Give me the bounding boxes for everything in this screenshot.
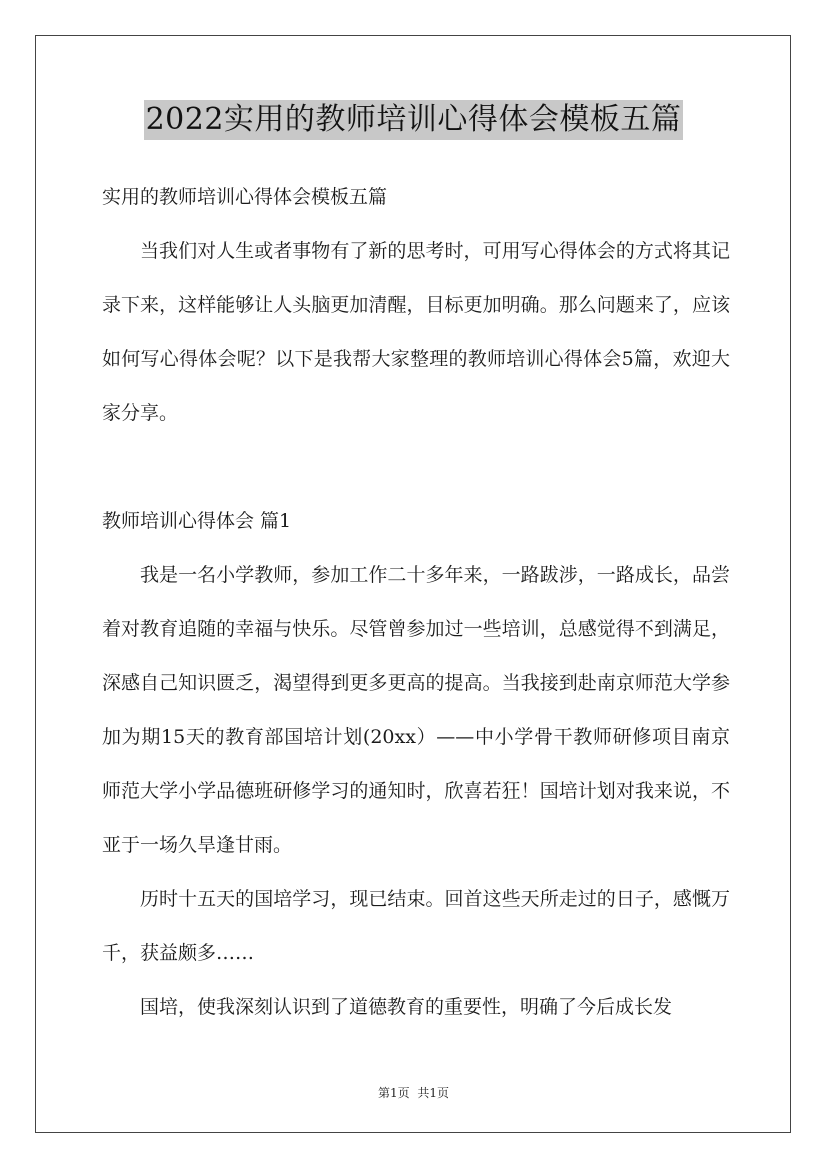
title-container [0,100,827,140]
section-heading: 教师培训心得体会 篇1 [102,510,292,532]
page-total: 共1页 [417,1086,449,1100]
document-body [102,170,730,1034]
document-subtitle: 实用的教师培训心得体会模板五篇 [102,186,388,208]
body-paragraph-3: 国培，使我深刻认识到了道德教育的重要性，明确了今后成长发 [140,996,673,1018]
page-footer [0,1084,827,1101]
page-number: 第1页 [378,1086,410,1100]
document-title: 2022实用的教师培训心得体会模板五篇 [144,100,684,140]
body-paragraph-2: 历时十五天的国培学习，现已结束。回首这些天所走过的日子，感慨万千，获益颇多…… [102,888,730,964]
intro-paragraph: 当我们对人生或者事物有了新的思考时，可用写心得体会的方式将其记录下来，这样能够让人头脑更加清醒，目标更加明确。那么问题来了，应该如何写心得体会呢？以下是我帮大家整理的教师培训心得体会5篇，欢迎大家分享。 [102,240,730,424]
body-paragraph-1: 我是一名小学教师，参加工作二十多年来，一路跋涉，一路成长，品尝着对教育追随的幸福与快乐。尽管曾参加过一些培训，总感觉得不到满足，深感自己知识匮乏，渴望得到更多更高的提高。当我接到赴南京师范大学参加为期15天的教育部国培计划(20xx）——中小学骨干教师研修项目南京师范大学小学品德班研修学习的通知时，欣喜若狂！国培计划对我来说，不亚于一场久旱逢甘雨。 [102,564,730,856]
paragraph-spacer [102,440,730,494]
